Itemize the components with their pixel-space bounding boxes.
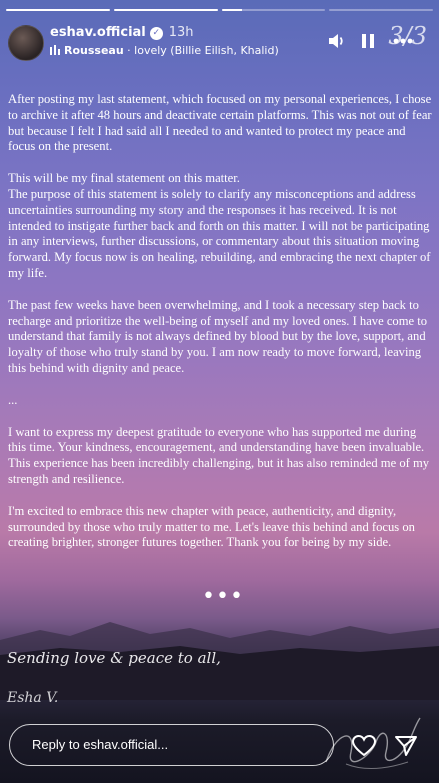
music-song: lovely (Billie Eilish, Khalid) [134, 44, 279, 57]
paragraph: The purpose of this statement is solely to clarify any misconceptions and address uncertainties surrounding my story and the responses it has received. It is not intended to instigate further back and forth on this matter. I will not be participating in any interviews, further discussions, or commentary about this situation moving forward. My focus now is on healing, rebuilding, and embracing the next chapter of my life. [8, 186, 431, 280]
progress-segment [114, 9, 218, 11]
paragraph: The past few weeks have been overwhelming, and I took a necessary step back to recharge and prioritize the well-being of myself and my loved ones. I have come to understand that family is not always defined by blood but by the love, support, and loyalty of those who truly stand by you. I am now ready to move forward, leaving this behind with dignity and peace. [8, 297, 428, 375]
progress-segment [222, 9, 326, 11]
avatar[interactable] [8, 25, 44, 61]
ellipsis: ... [8, 392, 18, 407]
username-row[interactable] [50, 25, 194, 40]
pause-icon[interactable] [357, 30, 379, 52]
progress-fill [222, 9, 243, 11]
audio-bars-icon [50, 45, 60, 55]
verified-badge-icon: ✓ [150, 27, 163, 40]
reply-box[interactable] [9, 724, 334, 766]
paragraph: After posting my last statement, which focused on my personal experiences, I chose to archive it after 48 hours and deactivate certain platforms. This was not out of fear but because I felt I had said all I needed to and wanted to protect my peace and focus on the present. [8, 92, 432, 154]
signature-text: Esha V. [7, 690, 59, 706]
paragraph: I want to express my deepest gratitude to everyone who has supported me during this time. Your kindness, encouragement, and understanding have been invaluable. This experience has been incredibly challenging, but it has also reminded me of my strength and resilience. [8, 424, 430, 486]
volume-icon[interactable] [326, 30, 348, 52]
story-progress [6, 9, 433, 11]
reply-input[interactable] [30, 736, 324, 753]
music-info[interactable]: Rousseau · lovely (Billie Eilish, Khalid) [50, 44, 279, 57]
progress-fill [6, 9, 110, 11]
heart-icon[interactable] [350, 732, 378, 760]
paragraph: This will be my final statement on this matter. [8, 171, 240, 186]
progress-segment [329, 9, 433, 11]
username[interactable]: eshav.official [50, 25, 146, 40]
story-statement [8, 92, 432, 567]
signoff-text: Sending love & peace to all, [7, 649, 221, 667]
post-time: 13h [168, 25, 194, 40]
music-artist: Rousseau [64, 44, 124, 57]
progress-fill [114, 9, 218, 11]
story-header [8, 22, 431, 62]
dots-separator: ••• [202, 584, 244, 609]
paragraph: I'm excited to embrace this new chapter with peace, authenticity, and dignity, surrounded by those who truly matter to me. Let's leave this behind and focus on creating brighter, stronger futures together. Thank you for being by my side. [8, 503, 415, 550]
send-icon[interactable] [392, 732, 420, 760]
progress-segment [6, 9, 110, 11]
story-counter: 3/3 [388, 22, 427, 50]
